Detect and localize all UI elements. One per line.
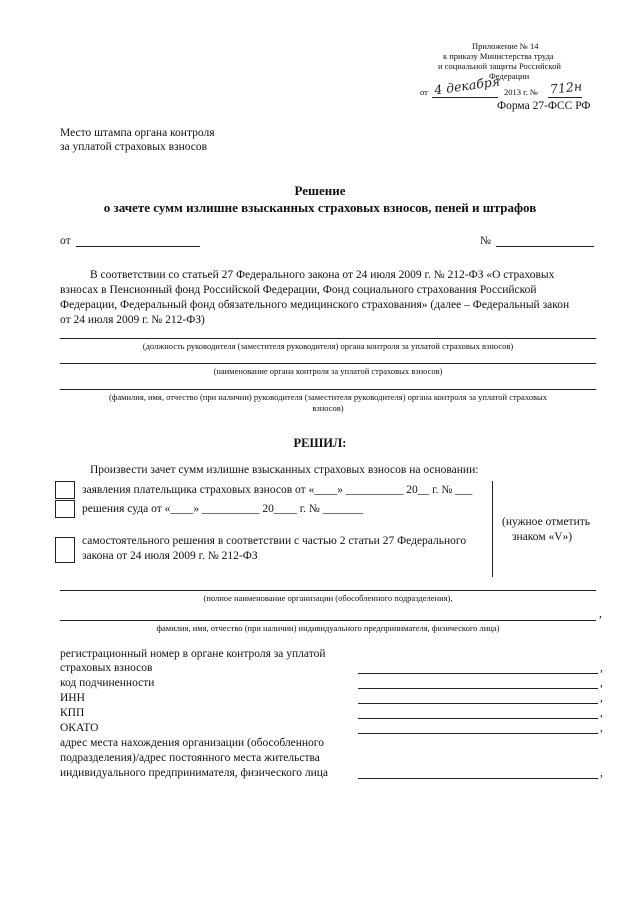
inn-label: ИНН — [60, 692, 85, 704]
intro-line4: от 24 июля 2009 г. № 212-ФЗ) — [60, 314, 205, 326]
kpp-comma: , — [600, 707, 603, 719]
entrepreneur-field[interactable] — [60, 620, 596, 621]
checkbox-court[interactable] — [55, 500, 75, 518]
subordination-comma: , — [600, 677, 603, 689]
organization-caption: (полное наименование организации (обособленного подразделения), — [203, 593, 453, 603]
address-comma: , — [600, 767, 603, 779]
reg-number-label-1: регистрационный номер в органе контроля за уплатой — [60, 648, 326, 660]
option-self-decision-line1: самостоятельного решения в соответствии с частью 2 статьи 27 Федерального — [82, 535, 467, 547]
basis-intro: Произвести зачет сумм излишне взысканных страховых взносов на основании: — [90, 464, 479, 476]
head-name-caption-2: взносов) — [312, 403, 344, 413]
reg-number-label-2: страховых взносов — [60, 662, 153, 674]
okato-label: ОКАТО — [60, 722, 99, 734]
number-label: № — [480, 235, 491, 247]
position-caption: (должность руководителя (заместителя руководителя) органа контроля за уплатой страховых взносов) — [142, 341, 514, 351]
position-field[interactable] — [60, 338, 596, 339]
subordination-field[interactable] — [358, 688, 598, 689]
checkbox-self-decision[interactable] — [55, 537, 75, 563]
kpp-label: КПП — [60, 707, 85, 719]
address-field[interactable] — [358, 778, 598, 779]
date-label: от — [60, 235, 71, 247]
intro-line2: взносах в Пенсионный фонд Российской Федерации, Фонд социального страхования Российской — [60, 284, 537, 296]
appendix-date-signature: 4 декабря — [433, 73, 501, 98]
date-field[interactable] — [76, 246, 200, 247]
head-name-caption-1: (фамилия, имя, отчество (при наличии) руководителя (заместителя руководителя) органа контроля за уплатой страховых — [109, 392, 547, 402]
appendix-number: Приложение № 14 — [472, 41, 539, 51]
okato-comma: , — [600, 722, 603, 734]
appendix-ministry: и социальной защиты Российской — [438, 61, 561, 71]
entrepreneur-comma: , — [599, 608, 602, 620]
stamp-place-line1: Место штампа органа контроля — [60, 127, 215, 139]
inn-comma: , — [600, 692, 603, 704]
document-subtitle: о зачете сумм излишне взысканных страховых взносов, пеней и штрафов — [103, 200, 537, 215]
appendix-federation: Федерации — [489, 71, 530, 81]
subordination-label: код подчиненности — [60, 677, 155, 689]
appendix-order-number: 712н — [549, 78, 583, 97]
form-code: Форма 27-ФСС РФ — [497, 100, 591, 112]
address-label-3: индивидуального предпринимателя, физического лица — [60, 767, 329, 779]
authority-field[interactable] — [60, 363, 596, 364]
options-divider — [492, 481, 493, 577]
address-label-2: подразделения)/адрес постоянного места жительства — [60, 752, 320, 764]
head-name-field[interactable] — [60, 389, 596, 390]
reg-number-comma: , — [600, 662, 603, 674]
okato-field[interactable] — [358, 733, 598, 734]
appendix-date-prefix: от — [420, 87, 428, 97]
appendix-year: 2013 г. № — [504, 87, 539, 97]
option-application: заявления плательщика страховых взносов от «____» __________ 20__ г. № ___ — [82, 484, 473, 496]
intro-line1: В соответствии со статьей 27 Федерального закона от 24 июля 2009 г. № 212-ФЗ «О страховых — [90, 269, 555, 281]
entrepreneur-caption: фамилия, имя, отчество (при наличии) индивидуального предпринимателя, физического лица) — [156, 623, 500, 633]
number-field[interactable] — [496, 246, 594, 247]
kpp-field[interactable] — [358, 718, 598, 719]
option-self-decision-line2: закона от 24 июля 2009 г. № 212-ФЗ — [82, 550, 258, 562]
mark-note-line1: (нужное отметить — [502, 516, 591, 528]
inn-field[interactable] — [358, 703, 598, 704]
mark-note-line2: знаком «V») — [512, 531, 573, 543]
authority-caption: (наименование органа контроля за уплатой страховых взносов) — [213, 366, 443, 376]
option-court: решения суда от «____» __________ 20____ г. № _______ — [82, 503, 363, 515]
address-label-1: адрес места нахождения организации (обособленного — [60, 737, 324, 749]
document-title: Решение — [294, 183, 346, 198]
organization-field[interactable] — [60, 590, 596, 591]
intro-line3: Федерации, Федеральный фонд обязательного медицинского страхования» (далее – Федеральный закон — [60, 299, 570, 311]
checkbox-application[interactable] — [55, 481, 75, 499]
decided-heading: РЕШИЛ: — [293, 436, 347, 450]
appendix-order: к приказу Министерства труда — [443, 51, 554, 61]
reg-number-field[interactable] — [358, 673, 598, 674]
stamp-place-line2: за уплатой страховых взносов — [60, 141, 208, 153]
